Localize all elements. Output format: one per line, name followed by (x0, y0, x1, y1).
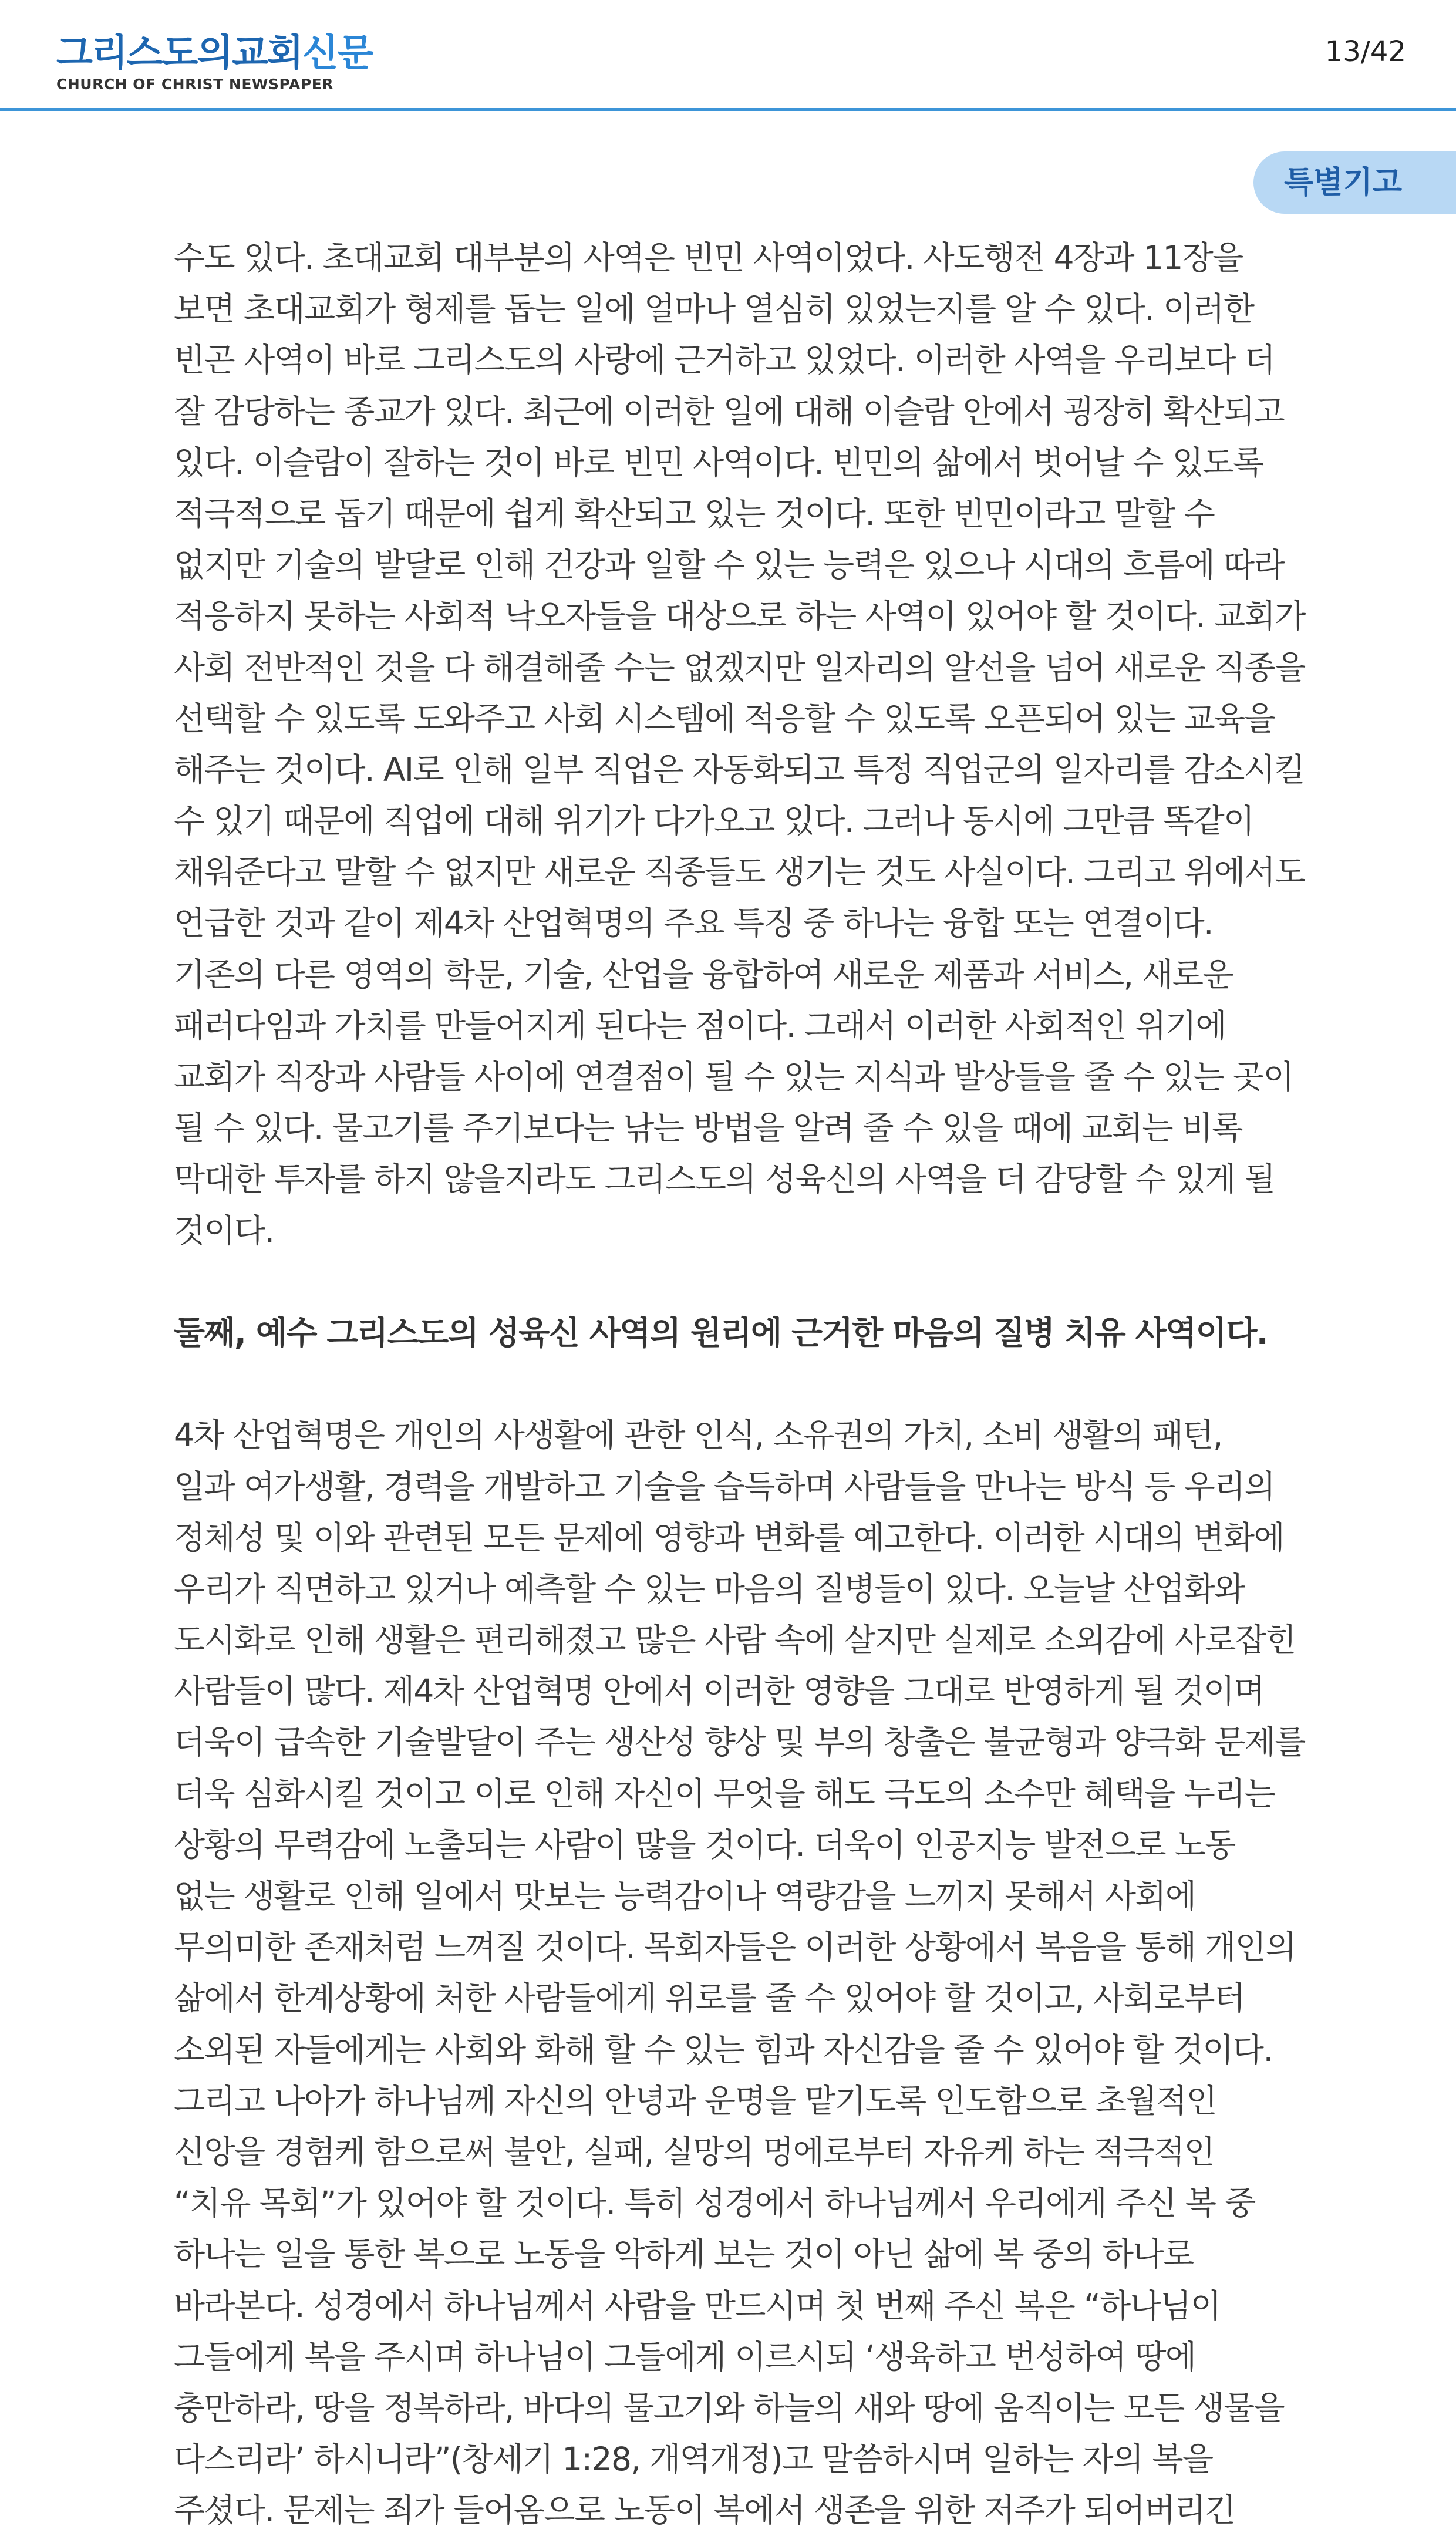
text-line: 수 있기 때문에 직업에 대해 위기가 다가오고 있다. 그러나 동시에 그만큼 똑같이 (174, 802, 1254, 840)
text-line: 교회가 직장과 사람들 사이에 연결점이 될 수 있는 지식과 발상들을 줄 수 있는 곳이 (174, 1058, 1293, 1096)
text-line: 빈곤 사역이 바로 그리스도의 사랑에 근거하고 있었다. 이러한 사역을 우리보다 더 (174, 341, 1275, 379)
text-line: 더욱이 급속한 기술발달이 주는 생산성 향상 및 부의 창출은 불균형과 양극화 문제를 (174, 1723, 1305, 1762)
text-line: 신앙을 경험케 함으로써 불안, 실패, 실망의 멍에로부터 자유케 하는 적극적인 (174, 2133, 1215, 2171)
section-tag: 특별기고 (1253, 151, 1456, 214)
text-line: 패러다임과 가치를 만들어지게 된다는 점이다. 그래서 이러한 사회적인 위기에 (174, 1006, 1226, 1045)
text-line: 주셨다. 문제는 죄가 들어옴으로 노동이 복에서 생존을 위한 저주가 되어버리긴 (174, 2491, 1235, 2530)
logo-korean-accent: 신문 (302, 32, 373, 75)
logo-korean (56, 32, 372, 75)
logo-korean-main: 그리스도의교회 (56, 32, 302, 75)
text-line: 있다. 이슬람이 잘하는 것이 바로 빈민 사역이다. 빈민의 삶에서 벗어날 수 있도록 (174, 443, 1263, 481)
text-line: 도시화로 인해 생활은 편리해졌고 많은 사람 속에 살지만 실제로 소외감에 사로잡힌 (174, 1621, 1296, 1659)
text-line: 언급한 것과 같이 제4차 산업혁명의 주요 특징 중 하나는 융합 또는 연결이다. (174, 904, 1213, 942)
text-line: 충만하라, 땅을 정복하라, 바다의 물고기와 하늘의 새와 땅에 움직이는 모든 생물을 (174, 2389, 1285, 2427)
text-line: 상황의 무력감에 노출되는 사람이 많을 것이다. 더욱이 인공지능 발전으로 노동 (174, 1826, 1235, 1864)
text-line: 없는 생활로 인해 일에서 맛보는 능력감이나 역량감을 느끼지 못해서 사회에 (174, 1877, 1196, 1915)
page-header (0, 0, 1456, 110)
article-body (174, 233, 1305, 2536)
paragraph-2 (174, 1410, 1305, 2536)
page-number: 13/42 (1324, 35, 1406, 68)
text-line: 수도 있다. 초대교회 대부분의 사역은 빈민 사역이었다. 사도행전 4장과 11장을 (174, 239, 1243, 277)
text-line: 선택할 수 있도록 도와주고 사회 시스템에 적응할 수 있도록 오픈되어 있는 교육을 (174, 699, 1275, 737)
text-line: 4차 산업혁명은 개인의 사생활에 관한 인식, 소유권의 가치, 소비 생활의 패턴, (174, 1416, 1222, 1454)
text-line: 채워준다고 말할 수 없지만 새로운 직종들도 생기는 것도 사실이다. 그리고 위에서도 (174, 853, 1305, 891)
text-line: 기존의 다른 영역의 학문, 기술, 산업을 융합하여 새로운 제품과 서비스, 새로운 (174, 955, 1233, 993)
header-divider (0, 108, 1456, 111)
text-line: 다스리라’ 하시니라”(창세기 1:28, 개역개정)고 말씀하시며 일하는 자의 복을 (174, 2440, 1213, 2478)
text-line: 보면 초대교회가 형제를 돕는 일에 얼마나 열심히 있었는지를 알 수 있다. 이러한 (174, 290, 1254, 328)
text-line: 막대한 투자를 하지 않을지라도 그리스도의 성육신의 사역을 더 감당할 수 있게 될 (174, 1160, 1275, 1198)
text-line: 일과 여가생활, 경력을 개발하고 기술을 습득하며 사람들을 만나는 방식 등 우리의 (174, 1467, 1275, 1506)
text-line: 소외된 자들에게는 사회와 화해 할 수 있는 힘과 자신감을 줄 수 있어야 할 것이다. (174, 2030, 1273, 2069)
text-line: 무의미한 존재처럼 느껴질 것이다. 목회자들은 이러한 상황에서 복음을 통해 개인의 (174, 1928, 1296, 1966)
logo-english: CHURCH OF CHRIST NEWSPAPER (56, 76, 334, 93)
text-line: 정체성 및 이와 관련된 모든 문제에 영향과 변화를 예고한다. 이러한 시대의 변화에 (174, 1518, 1285, 1557)
paragraph-1 (174, 233, 1305, 1257)
text-line: 적극적으로 돕기 때문에 쉽게 확산되고 있는 것이다. 또한 빈민이라고 말할 수 (174, 494, 1215, 533)
paragraph-spacer (174, 1257, 1301, 1308)
text-line: 그리고 나아가 하나님께 자신의 안녕과 운명을 맡기도록 인도함으로 초월적인 (174, 2082, 1217, 2120)
section-heading: 둘째, 예수 그리스도의 성육신 사역의 원리에 근거한 마음의 질병 치유 사역이다. (174, 1314, 1268, 1352)
text-line: 잘 감당하는 종교가 있다. 최근에 이러한 일에 대해 이슬람 안에서 굉장히 확산되고 (174, 392, 1285, 430)
text-line: 것이다. (174, 1211, 274, 1250)
text-line: 바라본다. 성경에서 하나님께서 사람을 만드시며 첫 번째 주신 복은 “하나님이 (174, 2286, 1221, 2325)
text-line: 우리가 직면하고 있거나 예측할 수 있는 마음의 질병들이 있다. 오늘날 산업화와 (174, 1570, 1245, 1608)
text-line: 삶에서 한계상황에 처한 사람들에게 위로를 줄 수 있어야 할 것이고, 사회로부터 (174, 1979, 1245, 2018)
text-line: 해주는 것이다. AI로 인해 일부 직업은 자동화되고 특정 직업군의 일자리를 감소시킬 (174, 750, 1305, 789)
text-line: 사람들이 많다. 제4차 산업혁명 안에서 이러한 영향을 그대로 반영하게 될 것이며 (174, 1672, 1265, 1710)
text-line: 하나는 일을 통한 복으로 노동을 악하게 보는 것이 아닌 삶에 복 중의 하나로 (174, 2235, 1194, 2274)
paragraph-spacer (174, 1359, 1301, 1410)
text-line: 사회 전반적인 것을 다 해결해줄 수는 없겠지만 일자리의 알선을 넘어 새로운 직종을 (174, 648, 1305, 686)
text-line: 될 수 있다. 물고기를 주기보다는 낚는 방법을 알려 줄 수 있을 때에 교회는 비록 (174, 1109, 1242, 1147)
text-line: “치유 목회”가 있어야 할 것이다. 특히 성경에서 하나님께서 우리에게 주신 복 중 (174, 2184, 1255, 2222)
text-line: 적응하지 못하는 사회적 낙오자들을 대상으로 하는 사역이 있어야 할 것이다. 교회가 (174, 597, 1305, 635)
text-line: 그들에게 복을 주시며 하나님이 그들에게 이르시되 ‘생육하고 번성하여 땅에 (174, 2338, 1196, 2376)
text-line: 없지만 기술의 발달로 인해 건강과 일할 수 있는 능력은 있으나 시대의 흐름에 따라 (174, 546, 1285, 584)
newspaper-logo (56, 32, 372, 93)
text-line: 더욱 심화시킬 것이고 이로 인해 자신이 무엇을 해도 극도의 소수만 혜택을 누리는 (174, 1774, 1275, 1813)
